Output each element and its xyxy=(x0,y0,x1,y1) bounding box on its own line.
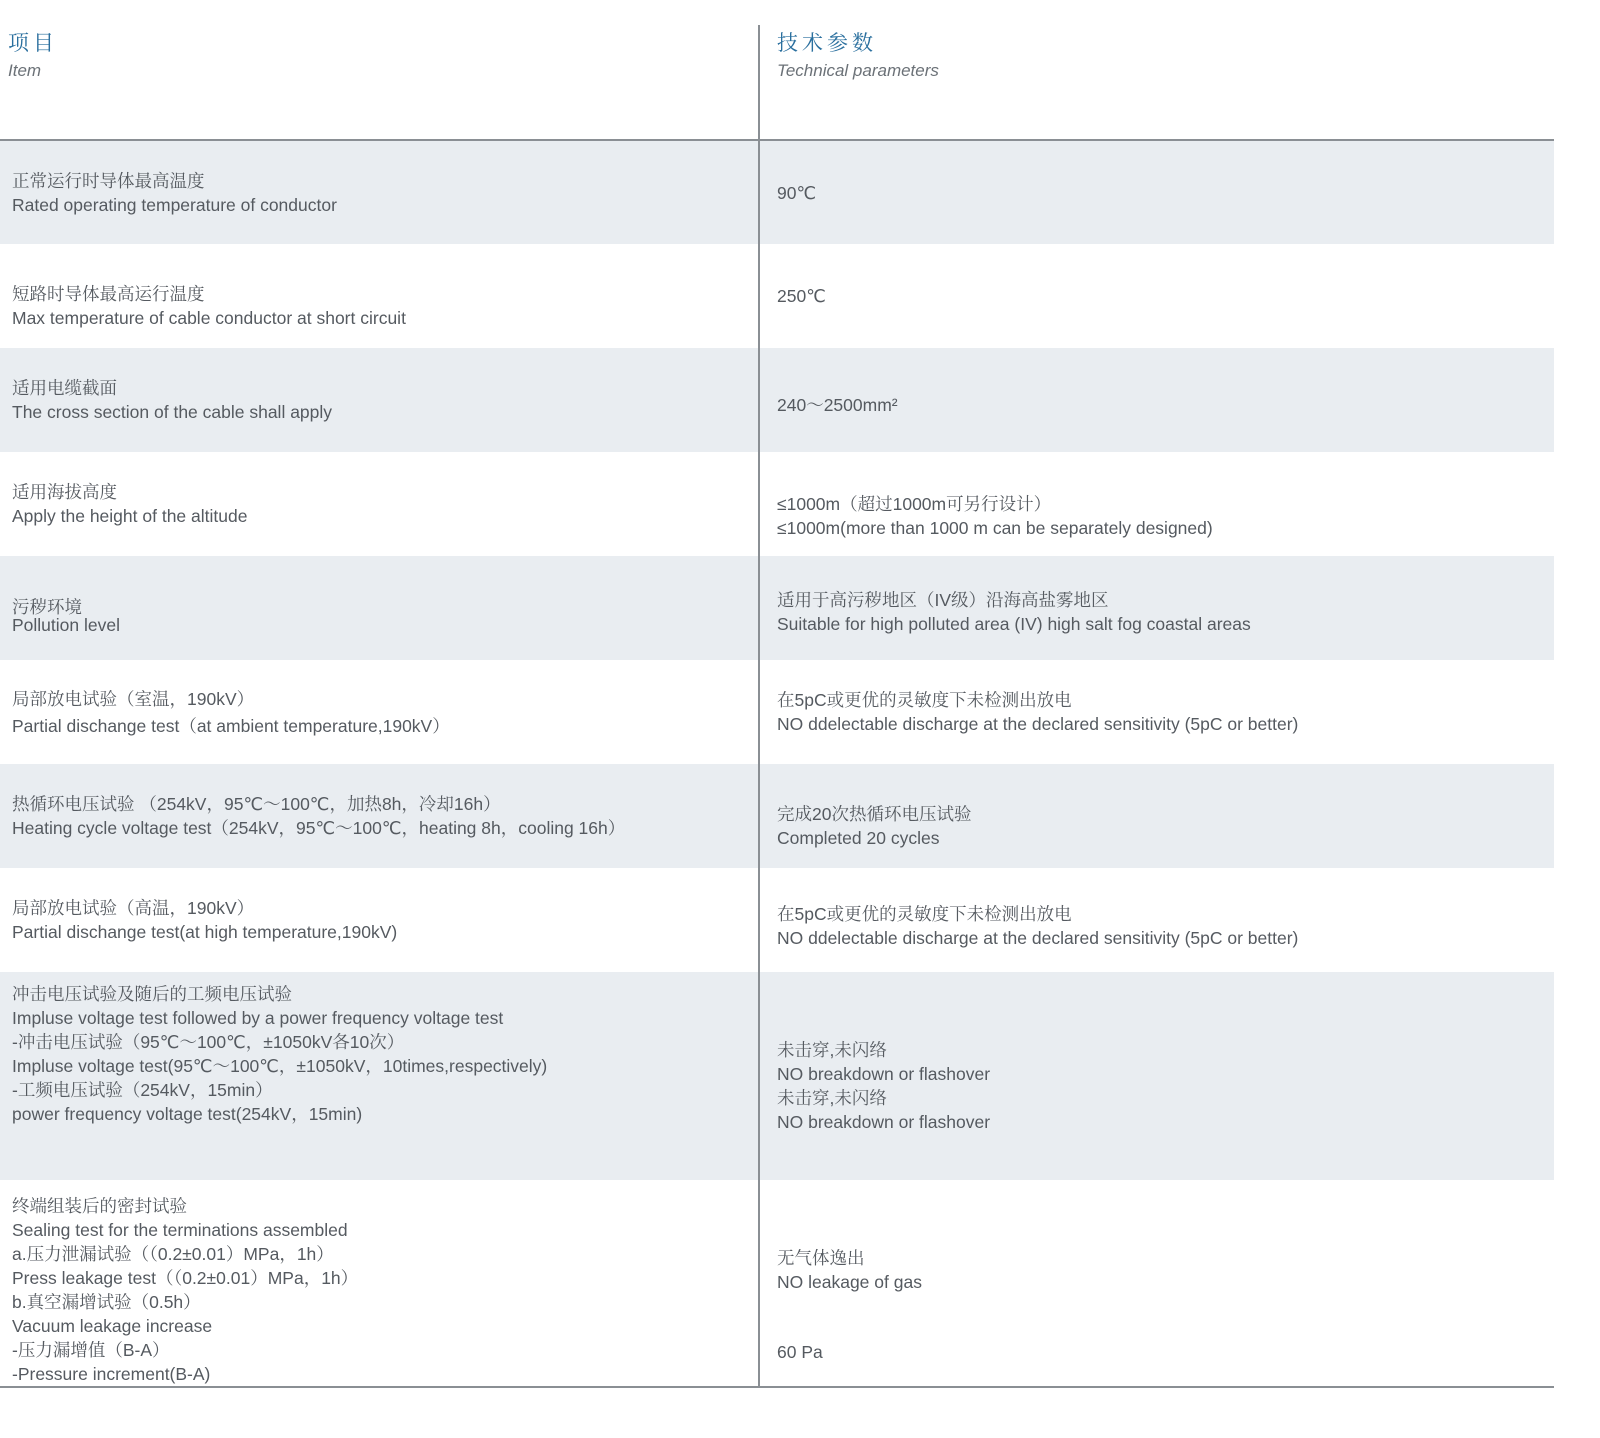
table-row xyxy=(0,141,1554,244)
value-cell xyxy=(777,464,1547,568)
header-divider xyxy=(0,139,1554,141)
table-row xyxy=(0,556,1554,660)
item-zh: 热循环电压试验 （254kV，95℃～100℃，加热8h，冷却16h） xyxy=(12,794,501,814)
item-sub-en: Vacuum leakage increase xyxy=(12,1316,213,1336)
value-zh: 在5pC或更优的灵敏度下未检测出放电 xyxy=(777,690,1072,710)
item-cell xyxy=(12,452,747,556)
item-cell xyxy=(12,564,747,668)
table-bottom-border xyxy=(0,1386,1554,1388)
value-cell xyxy=(777,774,1547,878)
value-zh: 无气体逸出 xyxy=(777,1248,865,1268)
item-sub-en: Impluse voltage test(95℃～100℃，±1050kV，10times,respectively) xyxy=(12,1056,548,1076)
column-divider xyxy=(758,25,760,1388)
value-en: Suitable for high polluted area (IV) high salt fog coastal areas xyxy=(777,614,1251,634)
item-zh: 正常运行时导体最高温度 xyxy=(12,170,205,191)
value-en: NO breakdown or flashover xyxy=(777,1112,991,1132)
value-pressure: 60 Pa xyxy=(777,1342,823,1362)
value-cell xyxy=(777,141,1547,244)
item-sub-en: -Pressure increment(B-A) xyxy=(12,1364,211,1384)
item-en: Sealing test for the terminations assembled xyxy=(12,1220,348,1240)
value-zh: 适用于高污秽地区（IV级）沿海高盐雾地区 xyxy=(777,590,1109,610)
table-row xyxy=(0,244,1554,348)
value-en: ≤1000m(more than 1000 m can be separately designed) xyxy=(777,518,1213,538)
item-cell xyxy=(12,141,747,244)
value-zh: 完成20次热循环电压试验 xyxy=(777,804,972,824)
item-sub-zh: b.真空漏增试验（0.5h） xyxy=(12,1292,201,1312)
table-row xyxy=(0,764,1554,868)
value-cell xyxy=(777,560,1547,664)
item-cell xyxy=(12,868,747,972)
item-zh: 局部放电试验（高温，190kV） xyxy=(12,898,255,918)
item-header-zh: 项目 xyxy=(8,31,58,55)
value-zh: 在5pC或更优的灵敏度下未检测出放电 xyxy=(777,904,1072,924)
item-sub-zh: -冲击电压试验（95℃～100℃，±1050kV各10次） xyxy=(12,1032,405,1052)
item-en: Partial dischange test(at high temperature,190kV) xyxy=(12,922,398,942)
item-sub-en: power frequency voltage test(254kV，15min) xyxy=(12,1104,363,1124)
item-zh: 短路时导体最高运行温度 xyxy=(12,284,205,304)
item-en: Max temperature of cable conductor at short circuit xyxy=(12,308,406,328)
item-zh: 终端组装后的密封试验 xyxy=(12,1196,187,1216)
value-cell xyxy=(777,982,1547,1190)
item-column-header xyxy=(8,30,58,86)
value-text: 250℃ xyxy=(777,286,826,306)
item-cell xyxy=(12,1194,747,1384)
value-text: 90℃ xyxy=(777,182,817,203)
value-en: Completed 20 cycles xyxy=(777,828,940,848)
value-cell xyxy=(777,1246,1547,1376)
item-en: The cross section of the cable shall apply xyxy=(12,402,333,422)
params-header-en: Technical parameters xyxy=(777,61,939,80)
item-en: Rated operating temperature of conductor xyxy=(12,194,337,215)
item-sub-en: Press leakage test（（0.2±0.01）MPa，1h） xyxy=(12,1268,359,1288)
value-cell xyxy=(777,348,1547,462)
table-row xyxy=(0,972,1554,1180)
params-column-header xyxy=(777,30,939,86)
value-zh: ≤1000m（超过1000m可另行设计） xyxy=(777,494,1052,514)
table-row xyxy=(0,660,1554,764)
value-spacer xyxy=(777,1294,1547,1318)
item-zh: 适用海拔高度 xyxy=(12,482,117,502)
item-en: Apply the height of the altitude xyxy=(12,506,248,526)
table-header xyxy=(0,0,1554,140)
value-en: NO ddelectable discharge at the declared sensitivity (5pC or better) xyxy=(777,928,1299,948)
item-cell xyxy=(12,264,747,348)
value-zh: 未击穿,未闪络 xyxy=(777,1040,887,1060)
item-zh: 适用电缆截面 xyxy=(12,378,117,398)
value-en: NO breakdown or flashover xyxy=(777,1064,991,1084)
item-sub-zh: -压力漏增值（B-A） xyxy=(12,1340,170,1360)
value-en: NO leakage of gas xyxy=(777,1272,922,1292)
table-row xyxy=(0,348,1554,452)
item-cell xyxy=(12,764,747,868)
item-cell xyxy=(12,348,747,452)
value-text: 240～2500mm² xyxy=(777,395,898,415)
value-cell xyxy=(777,874,1547,978)
item-sub-zh: -工频电压试验（254kV，15min） xyxy=(12,1080,273,1100)
value-zh: 未击穿,未闪络 xyxy=(777,1088,887,1108)
item-zh: 污秽环境 xyxy=(12,597,82,617)
table-row xyxy=(0,868,1554,972)
table-row xyxy=(0,1180,1554,1386)
item-en: Heating cycle voltage test（254kV，95℃～100℃，heating 8h，cooling 16h） xyxy=(12,818,626,838)
item-en: Impluse voltage test followed by a power frequency voltage test xyxy=(12,1008,504,1028)
params-header-zh: 技术参数 xyxy=(777,31,877,55)
value-en: NO ddelectable discharge at the declared sensitivity (5pC or better) xyxy=(777,714,1299,734)
item-header-en: Item xyxy=(8,61,42,80)
item-en: Partial dischange test（at ambient temperature,190kV） xyxy=(12,715,450,736)
value-cell xyxy=(777,244,1547,348)
value-cell xyxy=(777,660,1547,764)
item-sub-zh: a.压力泄漏试验（（0.2±0.01）MPa，1h） xyxy=(12,1244,334,1264)
item-cell xyxy=(12,660,747,764)
table-row xyxy=(0,452,1554,556)
item-zh: 冲击电压试验及随后的工频电压试验 xyxy=(12,984,292,1004)
item-cell xyxy=(12,982,747,1134)
item-zh: 局部放电试验（室温，190kV） xyxy=(12,688,255,709)
item-en: Pollution level xyxy=(12,615,120,635)
